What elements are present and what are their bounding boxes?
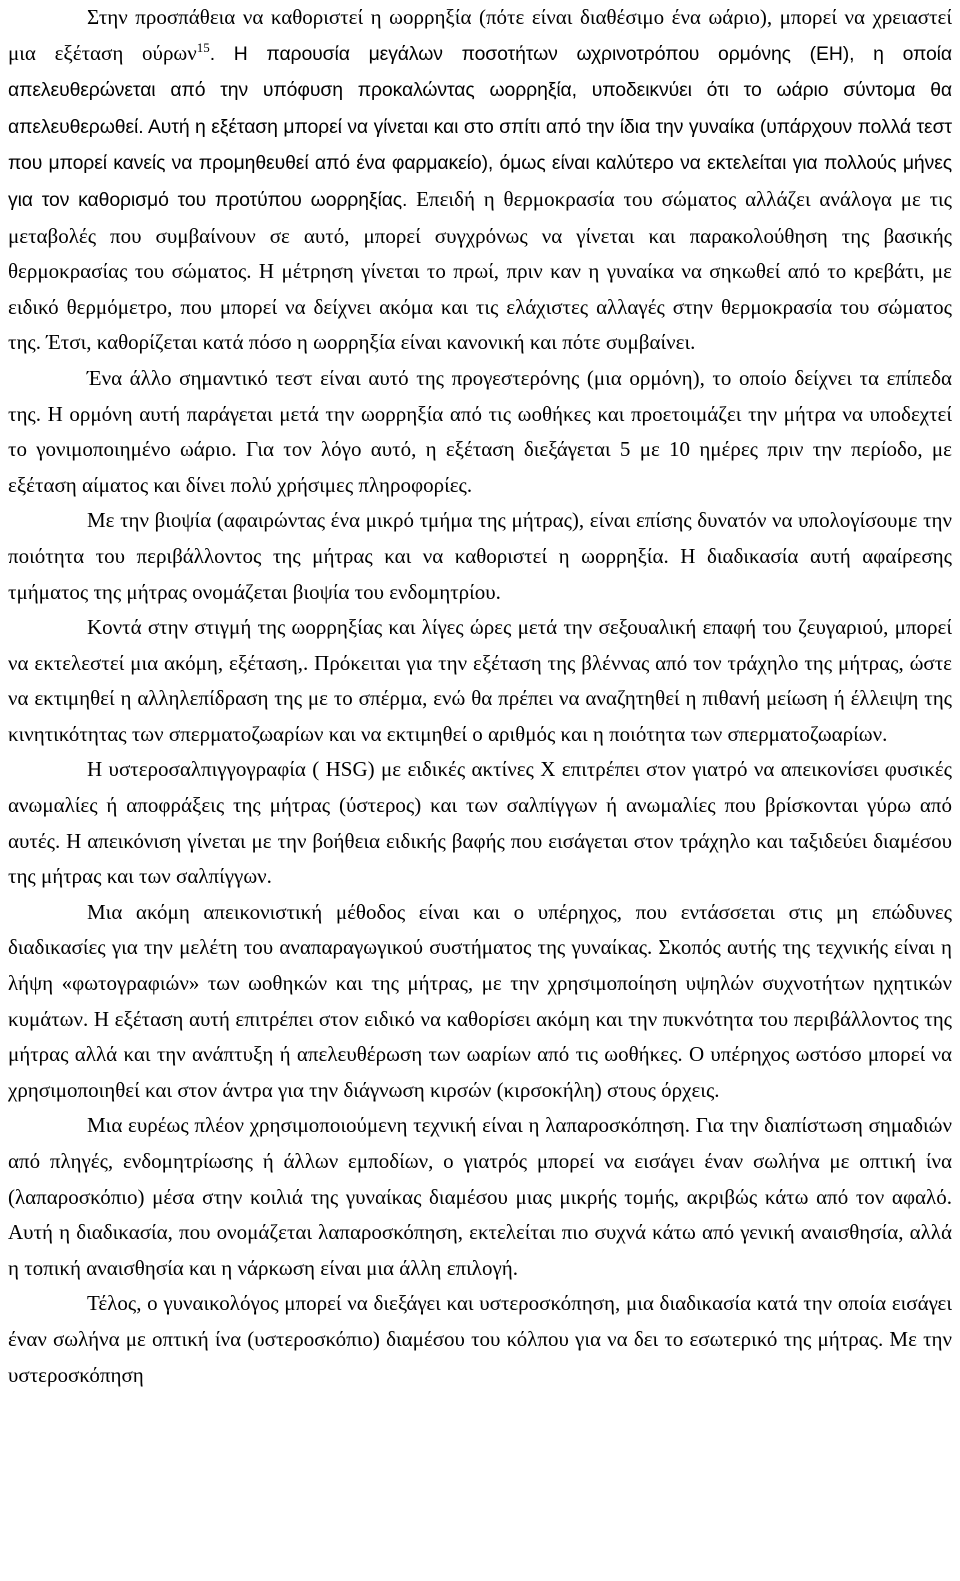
paragraph-hysteroscopy: Τέλος, ο γυναικολόγος μπορεί να διεξάγει και υστεροσκόπηση, μια διαδικασία κατά την οποία εισάγει έναν σωλήνα με οπτική ίνα (υστεροσκόπιο) διαμέσου του κόλπου για να δει το εσωτερικό της μήτρας. Με την υστεροσκόπηση — [8, 1291, 952, 1387]
paragraph-hsg: Η υστεροσαλπιγγογραφία ( HSG) με ειδικές ακτίνες Χ επιτρέπει στον γιατρό να απεικονίσει φυσικές ανωμαλίες ή αποφράξεις της μήτρας (ύστερος) και των σαλπίγγων ή ανωμαλίες που βρίσκονται γύρω από αυτές. Η απεικόνιση γίνεται με την βοήθεια ειδικής βαφής που εισάγεται στον τράχηλο και ταξιδεύει διαμέσου της μήτρας και των σαλπίγγων. — [8, 757, 952, 889]
paragraph-cervical-mucus-test: Κοντά στην στιγμή της ωορρηξίας και λίγες ώρες μετά την σεξουαλική επαφή του ζευγαριού, μπορεί να εκτελεστεί μια ακόμη, εξέταση,. Πρόκειται για την εξέταση της βλέννας από τον τράχηλο της μήτρας, ώστε να εκτιμηθεί η αλληλεπίδραση της με το σπέρμα, ενώ θα πρέπει να αναζητηθεί η πιθανή μείωση ή έλλειψη της κινητικότητας των σπερματοζωαρίων και να εκτιμηθεί ο αριθμός και η ποιότητα των σπερματοζωαρίων. — [8, 615, 952, 746]
paragraph-progesterone-test: Ένα άλλο σημαντικό τεστ είναι αυτό της προγεστερόνης (μια ορμόνη), το οποίο δείχνει τα επίπεδα της. Η ορμόνη αυτή παράγεται μετά την ωορρηξία από τις ωοθήκες και προετοιμάζει την μήτρα να υποδεχτεί το γονιμοποιημένο ωάριο. Για τον λόγο αυτό, η εξέταση διεξάγεται 5 με 10 ημέρες πριν την περίοδο, με εξέταση αίματος και δίνει πολύ χρήσιμες πληροφορίες. — [8, 365, 952, 497]
paragraph-text: Στην προσπάθεια να καθοριστεί η ωορρηξία (πότε είναι διαθέσιμο ένα ωάριο), μπορεί να χρειαστεί μια εξέταση ούρων — [8, 5, 952, 65]
paragraph-ovulation-urine-test — [8, 0, 952, 361]
paragraph-biopsy: Με την βιοψία (αφαιρώντας ένα μικρό τμήμα της μήτρας), είναι επίσης δυνατόν να υπολογίσουμε την ποιότητα του περιβάλλοντος της μήτρας και να καθοριστεί η ωορρηξία. Η διαδικασία αυτή αφαίρεσης τμήματος της μήτρας ονομάζεται βιοψία του ενδομητρίου. — [8, 508, 952, 604]
paragraph-ultrasound: Μια ακόμη απεικονιστική μέθοδος είναι και ο υπέρηχος, που εντάσσεται στις μη επώδυνες διαδικασίες για την μελέτη του αναπαραγωγικού συστήματος της γυναίκας. Σκοπός αυτής της τεχνικής είναι η λήψη «φωτογραφιών» των ωοθηκών και της μήτρας, με την χρησιμοποίηση υψηλών συχνοτήτων ηχητικών κυμάτων. Η εξέταση αυτή επιτρέπει στον ειδικό να καθορίσει ακόμη και την πυκνότητα του περιβάλλοντος της μήτρας αλλά και την ανάπτυξη ή απελευθέρωση των ωαρίων από τις ωοθήκες. Ο υπέρηχος ωστόσο μπορεί να χρησιμοποιηθεί και στον άντρα για την διάγνωση κιρσών (κιρσοκήλη) στους όρχεις. — [8, 899, 952, 1102]
paragraph-text: . Η παρουσία μεγάλων ποσοτήτων ωχρινοτρόπου ορμόνης (ΕΗ), η οποία απελευθερώνεται από την υπόφυση προκαλώντας ωορρηξία, υποδεικνύει ότι το ωάριο σύντομα θα απελευθερωθεί. Αυτή η εξέταση μπορεί να γίνεται και στο σπίτι από την ίδια την γυναίκα (υπάρχουν πολλά τεστ που μπορεί κανείς να προμηθευθεί από ένα φαρμακείο), όμως είναι καλύτερο να εκτελείται για πολλούς μήνες για τον καθορισμό του προτύπου ωορρηξίας. — [8, 42, 952, 211]
document-page — [8, 0, 952, 1393]
footnote-reference: 15 — [196, 39, 210, 55]
paragraph-text: Επειδή η θερμοκρασία του σώματος αλλάζει ανάλογα με τις μεταβολές που συμβαίνουν σε αυτό, μπορεί συγχρόνως να γίνεται και παρακολούθηση της βασικής θερμοκρασίας του σώματος. Η μέτρηση γίνεται το πρωί, πριν καν η γυναίκα να σηκωθεί από το κρεβάτι, με ειδικό θερμόμετρο, που μπορεί να δείχνει ακόμα και τις ελάχιστες αλλαγές στην θερμοκρασία του σώματος της. Έτσι, καθορίζεται κατά πόσο η ωορρηξία είναι κανονική και πότε συμβαίνει. — [8, 186, 952, 355]
paragraph-laparoscopy: Μια ευρέως πλέον χρησιμοποιούμενη τεχνική είναι η λαπαροσκόπηση. Για την διαπίστωση σημαδιών από πληγές, ενδομητρίωσης ή άλλων εμποδίων, ο γιατρός μπορεί να εισάγει έναν σωλήνα με οπτική ίνα (λαπαροσκόπιο) μέσα στην κοιλιά της γυναίκας διαμέσου μιας μικρής τομής, ακριβώς κάτω από τον αφαλό. Αυτή η διαδικασία, που ονομάζεται λαπαροσκόπηση, εκτελείται πιο συχνά κάτω από γενική αναισθησία, αλλά η τοπική αναισθησία και η νάρκωση είναι μια άλλη επιλογή. — [8, 1113, 952, 1280]
